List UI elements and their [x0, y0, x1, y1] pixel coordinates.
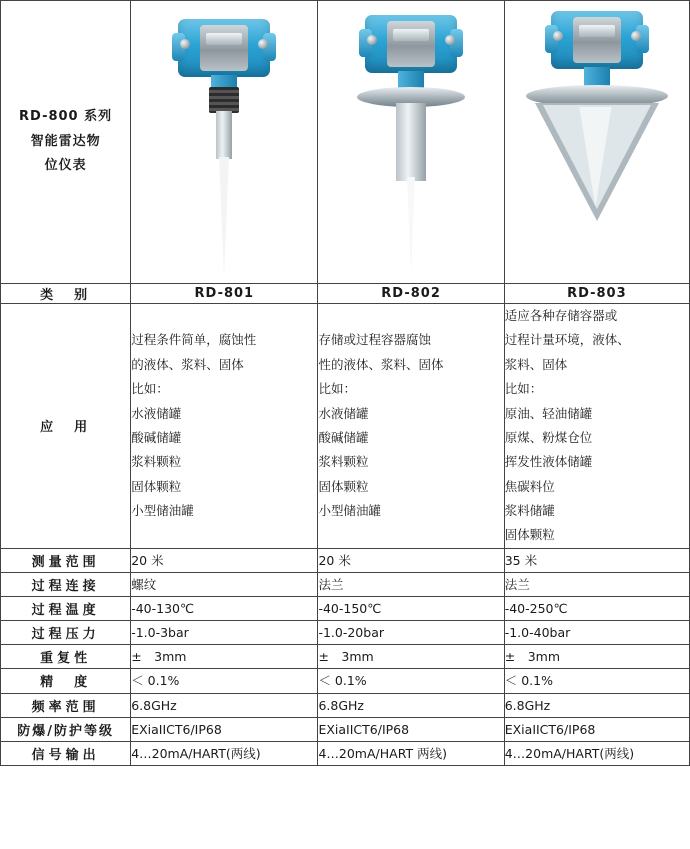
row-label-process-pressure: 过程压力: [1, 621, 131, 645]
row-label-process-connection: 过程连接: [1, 572, 131, 596]
signal-output-rd-803: 4…20mA/HART(两线): [504, 741, 689, 765]
table-row-accuracy: [1, 669, 690, 693]
frequency-range-rd-801: 6.8GHz: [131, 693, 318, 717]
model-name-rd-802: RD-802: [318, 284, 504, 304]
cable-gland-left-icon: [180, 39, 190, 49]
table-row-category: [1, 284, 690, 304]
transmitter-housing: [178, 19, 270, 77]
series-title: RD-800 系列 智能雷达物 位仪表: [1, 1, 131, 284]
housing-window: [387, 21, 435, 67]
table-row-process-temperature: [1, 597, 690, 621]
table-row-signal-output: [1, 741, 690, 765]
table-row-process-pressure: [1, 621, 690, 645]
row-label-category: 类 别: [1, 284, 131, 304]
application-rd-801: 过程条件简单，腐蚀性 的液体、浆料、固体 比如： 水液储罐 酸碱储罐 浆料颗粒 固体颗粒 小型储油罐: [131, 304, 318, 549]
repeatability-rd-802: ± 3mm: [318, 645, 504, 669]
repeatability-rd-801: ± 3mm: [131, 645, 318, 669]
application-rd-803: 适应各种存储容器或 过程计量环境，液体、 浆料、固体 比如： 原油、轻油储罐 原煤、粉煤仓位 挥发性液体储罐 焦碳料位 浆料储罐 固体颗粒: [504, 304, 689, 549]
process-pressure-rd-801: -1.0-3bar: [131, 621, 318, 645]
process-temperature-rd-801: -40-130℃: [131, 597, 318, 621]
row-label-accuracy: 精 度: [1, 669, 131, 693]
flange-rod-antenna-device: [318, 1, 503, 283]
table-row-repeatability: [1, 645, 690, 669]
cable-gland-left-icon: [367, 35, 377, 45]
rod-antenna-device: [131, 1, 317, 283]
process-temperature-rd-803: -40-250℃: [504, 597, 689, 621]
frequency-range-rd-803: 6.8GHz: [504, 693, 689, 717]
process-temperature-rd-802: -40-150℃: [318, 597, 504, 621]
table-row-process-connection: [1, 572, 690, 596]
signal-output-rd-801: 4…20mA/HART(两线): [131, 741, 318, 765]
model-name-rd-801: RD-801: [131, 284, 318, 304]
model-name-rd-803: RD-803: [504, 284, 689, 304]
repeatability-rd-803: ± 3mm: [504, 645, 689, 669]
row-label-ex-protection: 防爆/防护等级: [1, 717, 131, 741]
table-row-frequency-range: [1, 693, 690, 717]
ex-protection-rd-801: EXiaIICT6/IP68: [131, 717, 318, 741]
row-label-frequency-range: 频率范围: [1, 693, 131, 717]
housing-window: [573, 17, 621, 63]
process-connection-rd-803: 法兰: [504, 572, 689, 596]
product-image-rd-801: [131, 1, 318, 284]
accuracy-rd-802: ＜ 0.1%: [318, 669, 504, 693]
housing-neck: [584, 67, 610, 87]
cable-gland-right-icon: [258, 39, 268, 49]
cable-gland-right-icon: [445, 35, 455, 45]
accuracy-rd-801: ＜ 0.1%: [131, 669, 318, 693]
ex-protection-rd-802: EXiaIICT6/IP68: [318, 717, 504, 741]
threaded-process-connection: [209, 87, 239, 113]
rod-antenna: [407, 177, 415, 273]
horn-antenna-highlight: [579, 107, 611, 207]
row-label-measuring-range: 测量范围: [1, 548, 131, 572]
application-rd-802: 存储或过程容器腐蚀 性的液体、浆料、固体 比如： 水液储罐 酸碱储罐 浆料颗粒 固体颗粒 小型储油罐: [318, 304, 504, 549]
antenna-shaft: [396, 103, 426, 181]
row-label-repeatability: 重复性: [1, 645, 131, 669]
cable-gland-right-icon: [631, 31, 641, 41]
measuring-range-rd-803: 35 米: [504, 548, 689, 572]
housing-window: [200, 25, 248, 71]
product-image-rd-802: [318, 1, 504, 284]
table-row-measuring-range: [1, 548, 690, 572]
table-row-ex-protection: [1, 717, 690, 741]
transmitter-housing: [551, 11, 643, 69]
measuring-range-rd-802: 20 米: [318, 548, 504, 572]
frequency-range-rd-802: 6.8GHz: [318, 693, 504, 717]
rod-antenna: [219, 157, 229, 277]
table-row-application: [1, 304, 690, 549]
process-pressure-rd-803: -1.0-40bar: [504, 621, 689, 645]
transmitter-housing: [365, 15, 457, 73]
process-pressure-rd-802: -1.0-20bar: [318, 621, 504, 645]
row-label-signal-output: 信号输出: [1, 741, 131, 765]
process-connection-rd-801: 螺纹: [131, 572, 318, 596]
table-row-product-images: [1, 1, 690, 284]
accuracy-rd-803: ＜ 0.1%: [504, 669, 689, 693]
product-image-rd-803: [504, 1, 689, 284]
row-label-process-temperature: 过程温度: [1, 597, 131, 621]
signal-output-rd-802: 4…20mA/HART 两线): [318, 741, 504, 765]
horn-antenna-device: [505, 1, 689, 283]
cable-gland-left-icon: [553, 31, 563, 41]
row-label-application: 应 用: [1, 304, 131, 549]
ex-protection-rd-803: EXiaIICT6/IP68: [504, 717, 689, 741]
measuring-range-rd-801: 20 米: [131, 548, 318, 572]
process-connection-rd-802: 法兰: [318, 572, 504, 596]
antenna-shaft: [216, 111, 232, 159]
